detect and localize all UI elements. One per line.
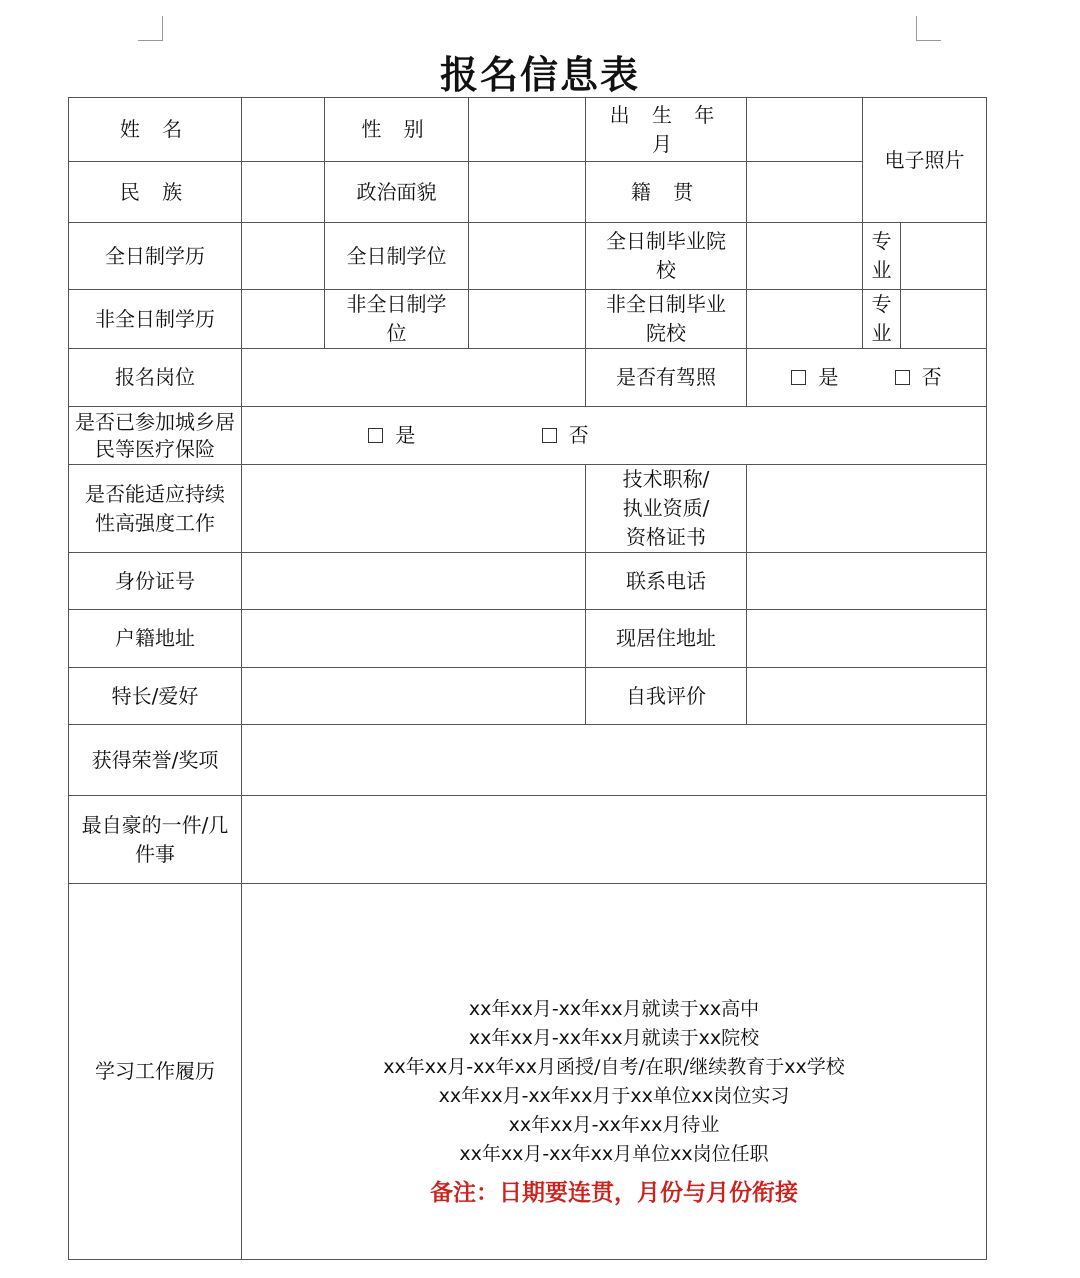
history-line: xx年xx月-xx年xx月就读于xx高中 <box>468 998 760 1020</box>
license-options <box>747 349 987 407</box>
label-political: 政治面貌 <box>325 162 469 223</box>
option-label: 是 <box>395 423 416 447</box>
label-pt-degree: 非全日制学位 <box>325 290 469 349</box>
field-hukou[interactable] <box>242 610 586 668</box>
label-pt-major: 专业 <box>863 290 901 349</box>
label-ethnicity: 民 族 <box>69 162 242 223</box>
label-pt-education: 非全日制学历 <box>69 290 242 349</box>
registration-form <box>68 97 987 1260</box>
field-self-eval[interactable] <box>747 668 987 725</box>
checkbox-icon <box>368 428 383 443</box>
field-ethnicity[interactable] <box>242 162 325 223</box>
history-line: xx年xx月-xx年xx月就读于xx院校 <box>468 1027 760 1049</box>
label-birth: 出 生 年 月 <box>586 98 747 162</box>
label-ft-degree: 全日制学位 <box>325 223 469 290</box>
field-pt-degree[interactable] <box>469 290 586 349</box>
label-gender: 性 别 <box>325 98 469 162</box>
label-hobby: 特长/爱好 <box>69 668 242 725</box>
option-label: 否 <box>921 365 942 389</box>
field-pt-major[interactable] <box>901 290 987 349</box>
history-line: xx年xx月-xx年xx月函授/自考/在职/继续教育于xx学校 <box>383 1056 845 1078</box>
field-history[interactable] <box>242 884 987 1260</box>
label-name: 姓 名 <box>69 98 242 162</box>
field-intensity[interactable] <box>242 465 586 553</box>
field-hobby[interactable] <box>242 668 586 725</box>
label-honors: 获得荣誉/奖项 <box>69 725 242 796</box>
field-ft-degree[interactable] <box>469 223 586 290</box>
label-history: 学习工作履历 <box>69 884 242 1260</box>
label-phone: 联系电话 <box>586 553 747 610</box>
label-intensity: 是否能适应持续性高强度工作 <box>69 465 242 553</box>
label-ft-education: 全日制学历 <box>69 223 242 290</box>
field-political[interactable] <box>469 162 586 223</box>
field-id-number[interactable] <box>242 553 586 610</box>
checkbox-icon <box>791 370 806 385</box>
field-address[interactable] <box>747 610 987 668</box>
field-proud[interactable] <box>242 796 987 884</box>
label-hukou: 户籍地址 <box>69 610 242 668</box>
label-proud: 最自豪的一件/几件事 <box>69 796 242 884</box>
license-no-checkbox[interactable] <box>895 363 942 392</box>
page-title: 报名信息表 <box>439 53 640 97</box>
field-position[interactable] <box>242 349 586 407</box>
option-label: 是 <box>818 365 839 389</box>
insurance-options <box>242 407 987 465</box>
field-qualification[interactable] <box>747 465 987 553</box>
label-qualification: 技术职称/执业资质/资格证书 <box>586 465 747 553</box>
checkbox-icon <box>542 428 557 443</box>
history-line: xx年xx月-xx年xx月待业 <box>508 1114 720 1136</box>
field-gender[interactable] <box>469 98 586 162</box>
photo-cell[interactable]: 电子照片 <box>863 98 987 223</box>
label-pt-school: 非全日制毕业院校 <box>586 290 747 349</box>
field-phone[interactable] <box>747 553 987 610</box>
field-ft-major[interactable] <box>901 223 987 290</box>
history-line: xx年xx月-xx年xx月单位xx岗位任职 <box>459 1143 769 1165</box>
label-self-eval: 自我评价 <box>586 668 747 725</box>
label-native-place: 籍 贯 <box>586 162 747 223</box>
field-ft-education[interactable] <box>242 223 325 290</box>
label-id-number: 身份证号 <box>69 553 242 610</box>
margin-mark-left <box>138 16 163 41</box>
label-address: 现居住地址 <box>586 610 747 668</box>
field-ft-school[interactable] <box>747 223 863 290</box>
license-yes-checkbox[interactable] <box>791 363 838 392</box>
history-note: 备注：日期要连贯，月份与月份衔接 <box>430 1180 798 1206</box>
label-position: 报名岗位 <box>69 349 242 407</box>
field-birth[interactable] <box>747 98 863 162</box>
option-label: 否 <box>568 423 589 447</box>
label-ft-school: 全日制毕业院校 <box>586 223 747 290</box>
field-name[interactable] <box>242 98 325 162</box>
field-honors[interactable] <box>242 725 987 796</box>
label-ft-major: 专业 <box>863 223 901 290</box>
label-license: 是否有驾照 <box>586 349 747 407</box>
field-pt-school[interactable] <box>747 290 863 349</box>
field-native-place[interactable] <box>747 162 863 223</box>
field-pt-education[interactable] <box>242 290 325 349</box>
margin-mark-right <box>916 16 941 41</box>
checkbox-icon <box>895 370 910 385</box>
history-line: xx年xx月-xx年xx月于xx单位xx岗位实习 <box>438 1085 790 1107</box>
label-insurance: 是否已参加城乡居民等医疗保险 <box>69 407 242 465</box>
insurance-yes-checkbox[interactable] <box>368 421 415 450</box>
insurance-no-checkbox[interactable] <box>542 421 589 450</box>
